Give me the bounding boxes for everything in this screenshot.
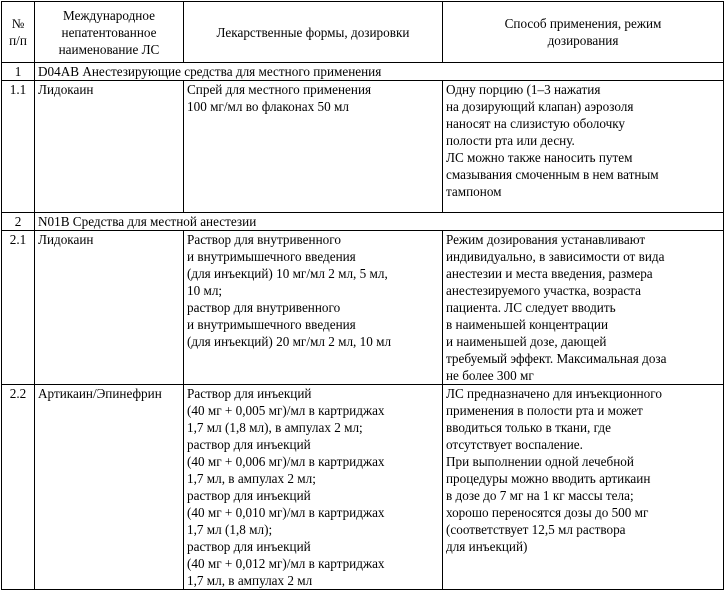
form-line: (40 мг + 0,012 мг)/мл в картриджах (187, 556, 385, 571)
header-number-line: п/п (9, 33, 27, 48)
section-title: N01B Средства для местной анестезии (35, 213, 724, 231)
header-forms-line: Лекарственные формы, дозировки (216, 24, 410, 40)
usage-line: процедуры можно вводить артикаин (446, 471, 651, 486)
form-line: 1,7 мл, в ампулах 2 мл; (187, 471, 316, 486)
table-row (2, 81, 724, 213)
usage-line: При выполнении одной лечебной (446, 454, 634, 469)
usage-line: ЛС можно также наносить путем (446, 150, 633, 165)
usage-line: индивидуально, в зависимости от вида (446, 249, 665, 264)
table-row (2, 385, 724, 590)
usage-line: для инъекций) (446, 539, 528, 554)
header-usage-line: Способ применения, режим (504, 16, 662, 31)
form-line: (40 мг + 0,005 мг)/мл в картриджах (187, 403, 385, 418)
usage-line: ЛС предназначено для инъекционного (446, 386, 662, 401)
section-number: 2 (2, 213, 35, 231)
section-row (2, 63, 724, 81)
usage-line: в дозе до 7 мг на 1 кг массы тела; (446, 488, 634, 503)
header-forms (184, 2, 443, 63)
form-line: (для инъекций) 10 мг/мл 2 мл, 5 мл, (187, 266, 388, 281)
header-inn (35, 2, 184, 63)
form-line: 10 мл; (187, 283, 223, 298)
form-line: 1,7 мл (1,8 мл), в ампулах 2 мл; (187, 420, 363, 435)
header-usage-line: дозирования (547, 33, 619, 48)
form-line: (для инъекций) 20 мг/мл 2 мл, 10 мл (187, 334, 392, 349)
usage-line: Режим дозирования устанавливают (446, 232, 646, 247)
form-line: раствор для инъекций (187, 437, 311, 452)
form-line: раствор для инъекций (187, 539, 311, 554)
form-line: 1,7 мл (1,8 мл); (187, 522, 273, 537)
usage-line: (соответствует 12,5 мл раствора (446, 522, 626, 537)
usage-line: в наименьшей концентрации (446, 317, 609, 332)
drug-name: Артикаин/Эпинефрин (35, 385, 184, 590)
usage-line: анестезии и места введения, размера (446, 266, 653, 281)
drug-forms (184, 231, 443, 385)
form-line: (40 мг + 0,010 мг)/мл в картриджах (187, 505, 385, 520)
drug-forms (184, 81, 443, 213)
drug-usage (443, 231, 724, 385)
form-line: (40 мг + 0,006 мг)/мл в картриджах (187, 454, 385, 469)
section-title: D04AB Анестезирующие средства для местного применения (35, 63, 724, 81)
form-line: Спрей для местного применения (187, 82, 372, 97)
usage-line: требуемый эффект. Максимальная доза (446, 351, 667, 366)
form-line: раствор для внутривенного (187, 300, 341, 315)
form-line: 1,7 мл, в ампулах 2 мл (187, 573, 313, 588)
form-line: 100 мг/мл во флаконах 50 мл (187, 99, 349, 114)
form-line: Раствор для инъекций (187, 386, 312, 401)
row-number: 1.1 (2, 81, 35, 213)
usage-line: наносят на слизистую оболочку (446, 116, 626, 131)
section-number: 1 (2, 63, 35, 81)
usage-line: не более 300 мг (446, 368, 534, 383)
drug-usage (443, 81, 724, 213)
header-number-line: № (11, 16, 25, 31)
header-inn-line: непатентованное (61, 24, 157, 40)
usage-line: отсутствует воспаление. (446, 437, 583, 452)
row-number: 2.2 (2, 385, 35, 590)
usage-line: Одну порцию (1–3 нажатия (446, 82, 601, 97)
drug-name: Лидокаин (35, 231, 184, 385)
drug-name: Лидокаин (35, 81, 184, 213)
form-line: Раствор для внутривенного (187, 232, 341, 247)
table-row (2, 231, 724, 385)
table-header-row (2, 2, 724, 63)
usage-line: на дозирующий клапан) аэрозоля (446, 99, 634, 114)
form-line: раствор для инъекций (187, 488, 311, 503)
usage-line: хорошо переносятся дозы до 500 мг (446, 505, 649, 520)
usage-line: вводиться только в ткани, где (446, 420, 611, 435)
header-usage (443, 2, 724, 63)
usage-line: полости рта или десну. (446, 133, 575, 148)
row-number: 2.1 (2, 231, 35, 385)
usage-line: смазывания смоченным в нем ватным (446, 167, 659, 182)
usage-line: и наименьшей дозе, дающей (446, 334, 607, 349)
usage-line: тампоном (446, 184, 502, 199)
drug-dosage-table (1, 1, 724, 590)
drug-usage (443, 385, 724, 590)
section-row (2, 213, 724, 231)
header-inn-line: наименование ЛС (58, 41, 160, 57)
header-inn-line: Международное (63, 7, 155, 23)
usage-line: пациента. ЛС следует вводить (446, 300, 616, 315)
drug-forms (184, 385, 443, 590)
usage-line: анестезируемого участка, возраста (446, 283, 641, 298)
form-line: и внутримышечного введения (187, 249, 356, 264)
header-number (2, 2, 35, 63)
form-line: и внутримышечного введения (187, 317, 356, 332)
usage-line: применения в полости рта и может (446, 403, 643, 418)
